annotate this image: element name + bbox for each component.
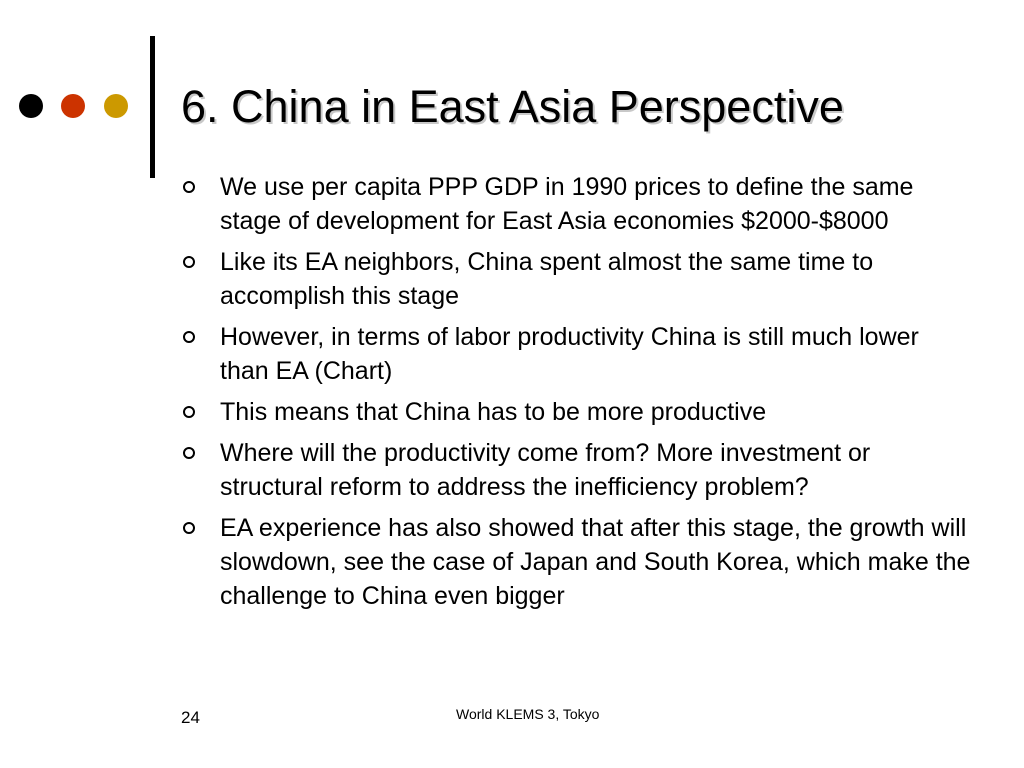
title-divider (150, 36, 155, 178)
bullet-text: We use per capita PPP GDP in 1990 prices to define the same stage of development for East Asia economies $2000-$8000 (220, 173, 914, 235)
bullet-circle-icon (183, 522, 195, 534)
list-item (181, 395, 971, 429)
black-dot-icon (19, 94, 43, 118)
footer-text: World KLEMS 3, Tokyo (456, 706, 600, 722)
bullet-text: Like its EA neighbors, China spent almost the same time to accomplish this stage (220, 248, 874, 310)
list-item (181, 436, 971, 504)
bullet-circle-icon (183, 331, 195, 343)
red-dot-icon (61, 94, 85, 118)
list-item (181, 320, 971, 388)
gold-dot-icon (104, 94, 128, 118)
page-number: 24 (181, 708, 200, 727)
bullet-circle-icon (183, 447, 195, 459)
slide-title: 6. China in East Asia Perspective (181, 81, 844, 132)
bullet-text: Where will the productivity come from? More investment or structural reform to address the inefficiency problem? (220, 439, 871, 501)
bullet-circle-icon (183, 181, 195, 193)
bullet-text: However, in terms of labor productivity China is still much lower than EA (Chart) (220, 323, 919, 385)
bullet-circle-icon (183, 256, 195, 268)
bullet-circle-icon (183, 406, 195, 418)
bullet-text: This means that China has to be more productive (220, 398, 767, 426)
bullet-text: EA experience has also showed that after this stage, the growth will slowdown, see the case of Japan and South Korea, which make the challenge to China even bigger (220, 514, 971, 610)
list-item (181, 511, 971, 613)
list-item (181, 170, 971, 238)
bullet-list (181, 170, 971, 620)
list-item (181, 245, 971, 313)
